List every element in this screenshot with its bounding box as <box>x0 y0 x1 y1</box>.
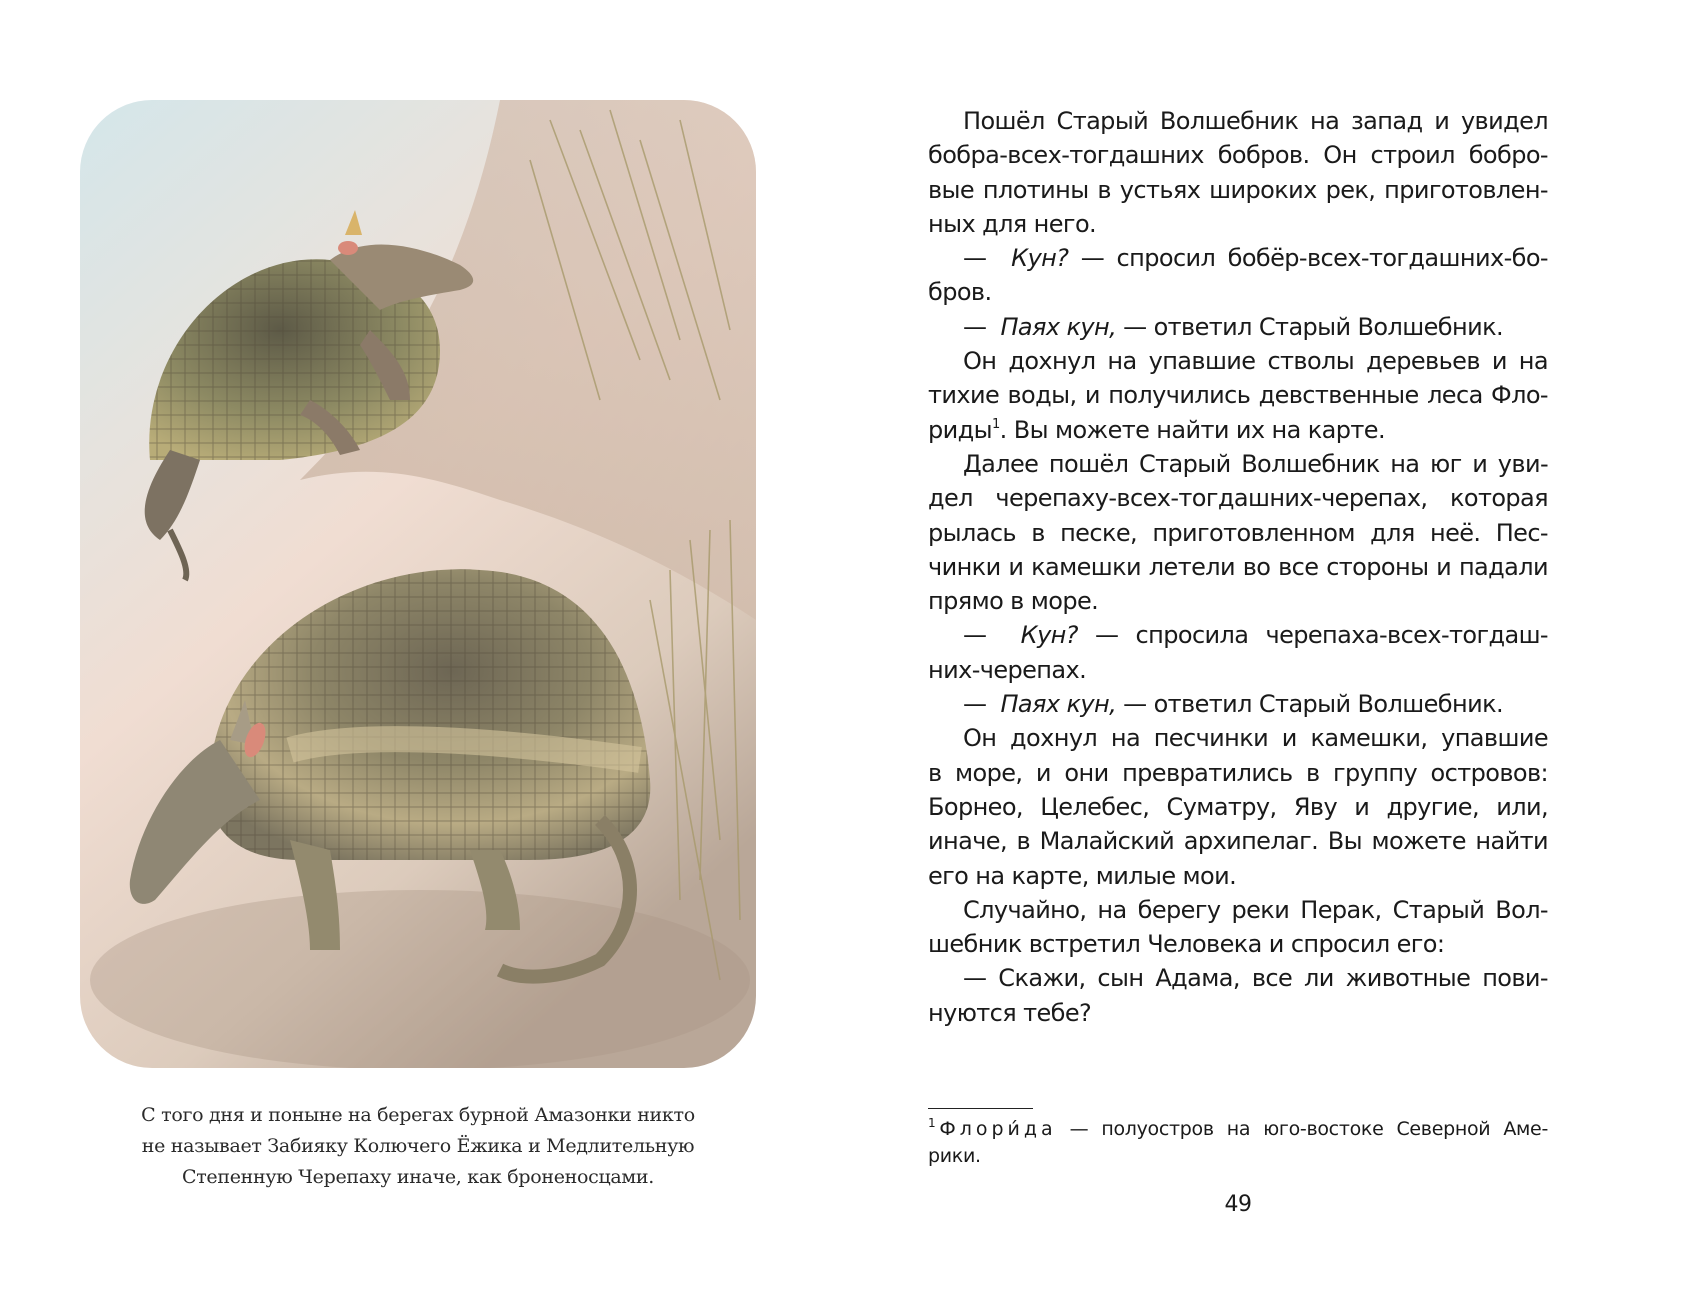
dash: — <box>963 690 987 719</box>
footnote-definition: — полуостров на юго-востоке Северной Аме- <box>1056 1118 1548 1140</box>
armadillo-illustration <box>80 100 756 1068</box>
text-line: Он дохнул на упавшие стволы деревьев и на <box>963 347 1548 376</box>
footnote-line: рики. <box>928 1145 981 1167</box>
line-rest: Скажи, сын Адама, все ли животные пови- <box>986 964 1548 993</box>
text-line: тихие воды, и получились девственные леса Фло- <box>928 381 1548 410</box>
italic-word: Паях кун, <box>1000 690 1117 719</box>
italic-word: Кун? <box>1020 621 1078 650</box>
dialogue-line <box>928 687 1548 721</box>
footnote-rule <box>928 1108 1033 1109</box>
footnote-term: Флори́да <box>939 1118 1057 1140</box>
text-line: иначе, в Малайский архипелаг. Вы можете найти <box>928 827 1548 856</box>
body-text <box>928 104 1548 1030</box>
text-line: нуются тебе? <box>928 998 1092 1027</box>
dialogue-line <box>928 961 1548 995</box>
illustration-caption <box>100 1100 736 1193</box>
dialogue-line <box>928 310 1548 344</box>
line-rest: — ответил Старый Волшебник. <box>1116 312 1503 341</box>
text-line: бобра-всех-тогдашних бобров. Он строил бобро- <box>928 141 1548 170</box>
illustration-svg <box>80 100 756 1068</box>
italic-word: Кун? <box>1011 244 1069 273</box>
text-line: бров. <box>928 278 992 307</box>
dash: — <box>963 964 987 993</box>
text-line: дел черепаху-всех-тогдашних-черепах, которая <box>928 484 1548 513</box>
dialogue-line <box>928 618 1548 652</box>
line-rest: — спросил бобёр-всех-тогдашних-бо- <box>1068 244 1548 273</box>
text-line: Далее пошёл Старый Волшебник на юг и уви- <box>963 449 1548 478</box>
dash: — <box>963 621 987 650</box>
italic-word: Паях кун, <box>1000 312 1117 341</box>
dash: — <box>963 312 987 341</box>
text-line: рылась в песке, приготовленном для неё. Пес- <box>928 518 1548 547</box>
line-rest: . Вы можете найти их на карте. <box>999 415 1385 444</box>
text-line: вые плотины в устьях широких рек, приготовлен- <box>928 175 1548 204</box>
line-rest: — спросила черепаха-всех-тогдаш- <box>1077 621 1548 650</box>
page-number: 49 <box>1224 1192 1252 1217</box>
text-line: шебник встретил Человека и спросил его: <box>928 930 1445 959</box>
text-line: в море, и они превратились в группу островов: <box>928 758 1548 787</box>
footnote-marker: 1 <box>928 1116 936 1130</box>
text-line: чинки и камешки летели во все стороны и падали <box>928 552 1548 581</box>
line-rest: — ответил Старый Волшебник. <box>1116 690 1503 719</box>
dialogue-line <box>928 241 1548 275</box>
text-line: ных для него. <box>928 209 1097 238</box>
footnote-line <box>928 1116 1548 1143</box>
text-line: прямо в море. <box>928 587 1099 616</box>
caption-line: Степенную Черепаху иначе, как броненосцами. <box>181 1166 655 1188</box>
text-line <box>928 413 1548 447</box>
footnote <box>928 1116 1548 1170</box>
dash: — <box>963 244 987 273</box>
line-start: риды <box>928 415 992 444</box>
footnote-ref[interactable]: 1 <box>991 416 1000 432</box>
text-line: них-черепах. <box>928 655 1087 684</box>
text-line: его на карте, милые мои. <box>928 861 1237 890</box>
text-line: Борнео, Целебес, Суматру, Яву и другие, или, <box>928 792 1548 821</box>
text-line: Случайно, на берегу реки Перак, Старый Вол- <box>963 895 1548 924</box>
caption-line: не называет Забияку Колючего Ёжика и Медлительную <box>141 1135 695 1157</box>
text-line: Пошёл Старый Волшебник на запад и увидел <box>963 107 1548 135</box>
text-line: Он дохнул на песчинки и камешки, упавшие <box>963 724 1548 753</box>
caption-line: С того дня и поныне на берегах бурной Амазонки никто <box>141 1104 695 1126</box>
